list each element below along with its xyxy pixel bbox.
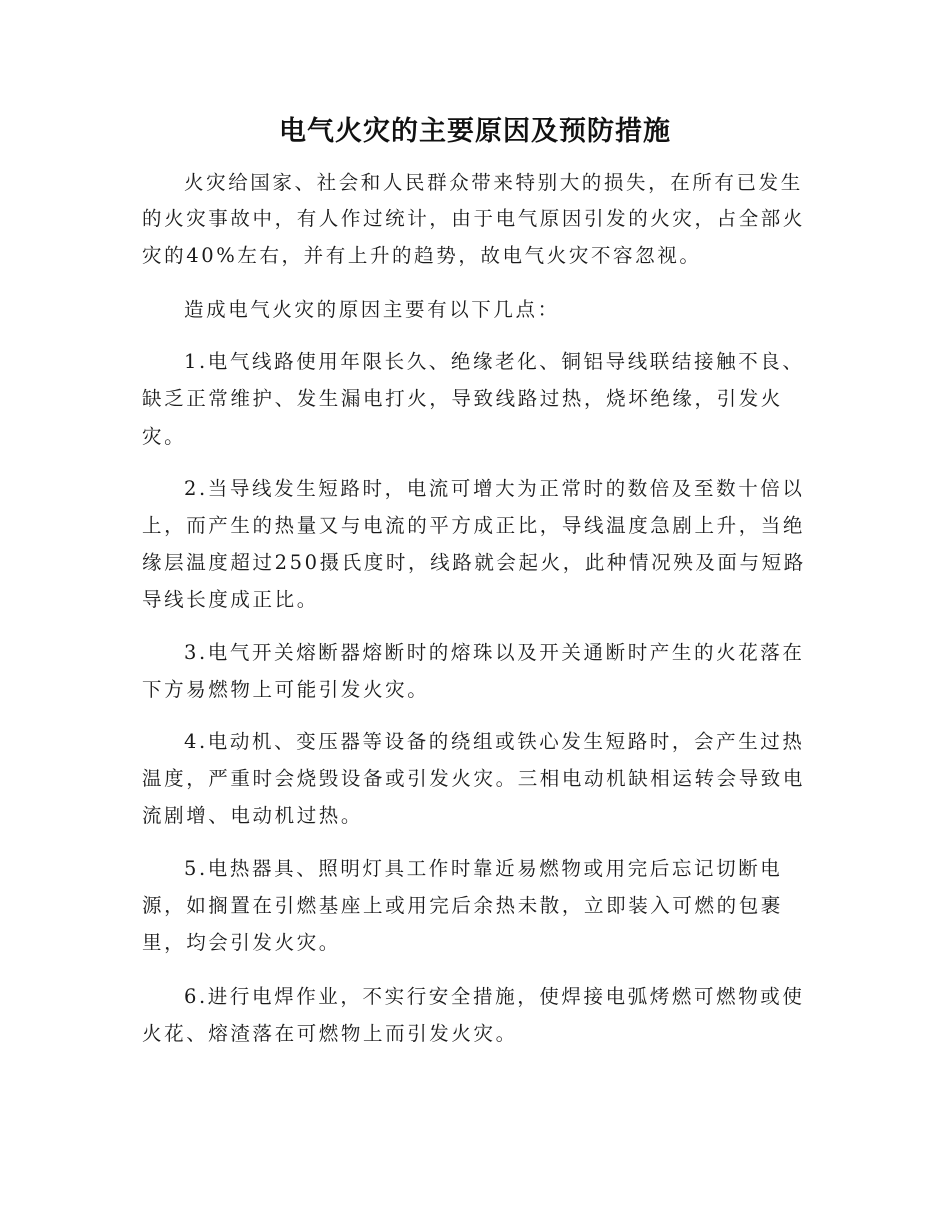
paragraph-line: 的火灾事故中，有人作过统计，由于电气原因引发的火灾，占全部火 [142, 207, 806, 230]
paragraph-line: 导线长度成正比。 [142, 588, 319, 611]
paragraph-line: 造成电气火灾的原因主要有以下几点： [184, 298, 560, 321]
paragraph-line: 灾。 [142, 425, 187, 448]
paragraph-line: 上，而产生的热量又与电流的平方成正比，导线温度急剧上升，当绝 [142, 514, 806, 537]
paragraph-line: 里，均会引发火灾。 [142, 931, 341, 954]
paragraph-line: 流剧增、电动机过热。 [142, 804, 364, 827]
paragraph-line: 6.进行电焊作业，不实行安全措施，使焊接电弧烤燃可燃物或使 [184, 985, 805, 1008]
paragraph-line: 5.电热器具、照明灯具工作时靠近易燃物或用完后忘记切断电 [184, 857, 783, 880]
paragraph-line: 3.电气开关熔断器熔断时的熔珠以及开关通断时产生的火花落在 [184, 641, 805, 664]
paragraph-line: 2.当导线发生短路时，电流可增大为正常时的数倍及至数十倍以 [184, 477, 805, 500]
document-title: 电气火灾的主要原因及预防措施 [279, 116, 671, 147]
paragraph-line: 火灾给国家、社会和人民群众带来特别大的损失，在所有已发生 [184, 171, 803, 194]
paragraph-line: 4.电动机、变压器等设备的绕组或铁心发生短路时，会产生过热 [184, 730, 805, 753]
paragraph-line: 下方易燃物上可能引发火灾。 [142, 678, 430, 701]
paragraph-line: 温度，严重时会烧毁设备或引发火灾。三相电动机缺相运转会导致电 [142, 767, 806, 790]
paragraph-line: 1.电气线路使用年限长久、绝缘老化、铜铝导线联结接触不良、 [184, 350, 805, 373]
paragraph-line: 源，如搁置在引燃基座上或用完后余热未散，立即装入可燃的包裹 [142, 894, 783, 917]
paragraph-line: 缺乏正常维护、发生漏电打火，导致线路过热，烧坏绝缘，引发火 [142, 387, 783, 410]
paragraph-line: 缘层温度超过250摄氏度时，线路就会起火，此种情况殃及面与短路 [142, 551, 806, 574]
paragraph-line: 火花、熔渣落在可燃物上而引发火灾。 [142, 1022, 518, 1045]
paragraph-line: 灾的40%左右，并有上升的趋势，故电气火灾不容忽视。 [142, 244, 702, 267]
